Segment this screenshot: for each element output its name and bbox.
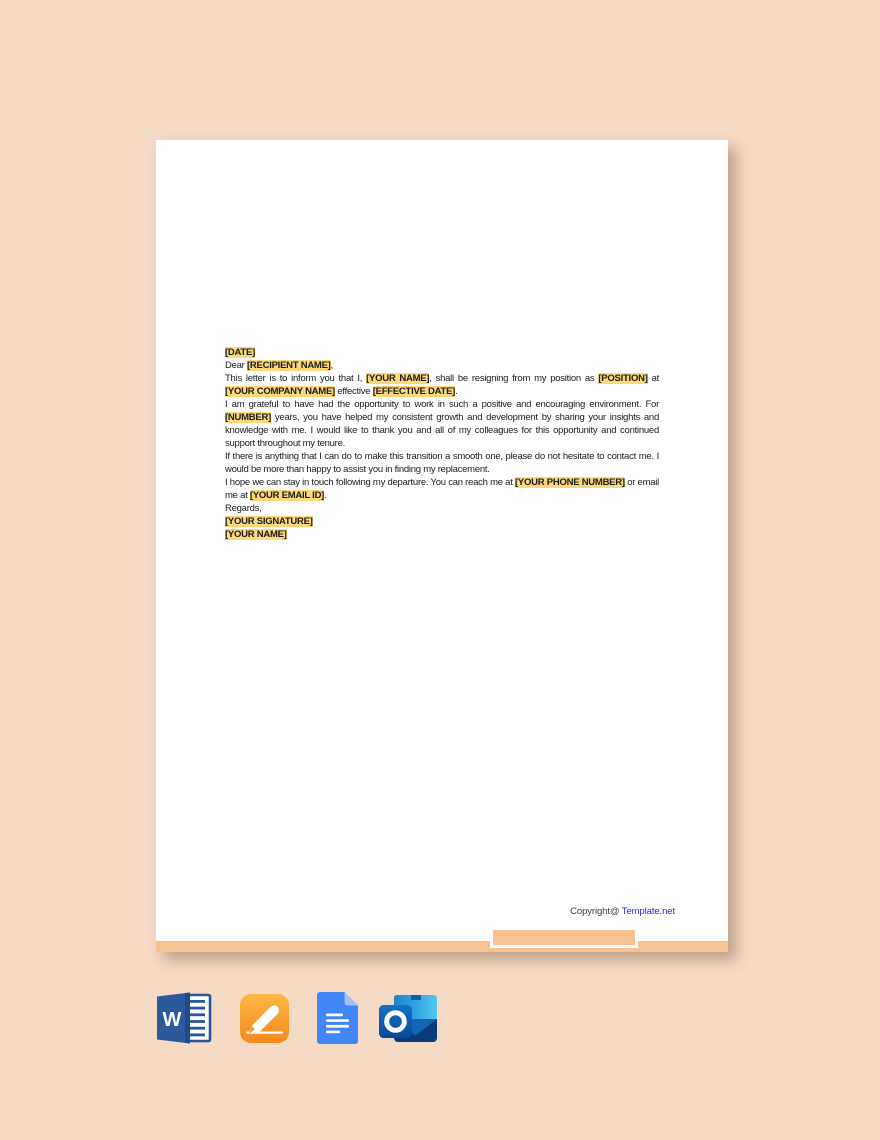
text-run: . (324, 490, 327, 501)
template-net-link[interactable]: Template.net (621, 906, 675, 917)
placeholder-field: [YOUR SIGNATURE] (225, 516, 313, 527)
paragraph-transition-offer (225, 450, 659, 476)
google-docs-app-icon[interactable] (317, 992, 358, 1044)
signature-line (225, 515, 659, 528)
pages-app-icon[interactable] (240, 994, 289, 1043)
text-run: , shall be resigning from my position as (429, 373, 599, 384)
copyright-line (570, 905, 675, 918)
placeholder-field: [YOUR NAME] (366, 373, 430, 384)
placeholder-field: [YOUR NAME] (225, 529, 287, 540)
date-line (225, 346, 659, 359)
text-run: If there is anything that I can do to make this transition a smooth one, please do not hesitate to contact me. I would be more than happy to assist you in finding my replacement. (225, 451, 659, 475)
placeholder-field: [DATE] (225, 347, 255, 358)
svg-text:W: W (162, 1009, 182, 1031)
text-run: This letter is to inform you that I, (225, 373, 367, 384)
placeholder-field: [YOUR COMPANY NAME] (225, 386, 335, 397)
text-run: I hope we can stay in touch following my departure. You can reach me at (225, 477, 515, 488)
name-line (225, 528, 659, 541)
text-run: . (455, 386, 458, 397)
document-page (156, 140, 728, 952)
placeholder-field: [NUMBER] (225, 412, 272, 423)
placeholder-field: [POSITION] (598, 373, 648, 384)
placeholder-field: [YOUR PHONE NUMBER] (515, 477, 625, 488)
word-app-icon[interactable] (155, 992, 212, 1044)
placeholder-field: [YOUR EMAIL ID] (249, 490, 325, 501)
page-bottom-accent-tab (490, 927, 638, 948)
closing-line: Regards, (225, 503, 262, 514)
letter-body (225, 346, 659, 541)
outlook-app-icon[interactable] (379, 994, 438, 1043)
text-run: , (330, 360, 333, 371)
page-bottom-accent-bar (156, 941, 728, 952)
text-run: or email me at (225, 477, 659, 501)
salutation-line (225, 359, 659, 372)
text-run: effective (334, 386, 373, 397)
text-run: I am grateful to have had the opportunity to work in such a positive and encouraging environment. For (225, 399, 659, 410)
text-run: at (647, 373, 660, 384)
paragraph-contact-info (225, 476, 659, 502)
placeholder-field: [EFFECTIVE DATE] (372, 386, 456, 397)
text-run: years, you have helped my consistent growth and development by sharing your insights and knowledge with me. I would like to thank you and all of my colleagues for this opportunity and continued support throughout my tenure. (225, 412, 659, 449)
text-run: Dear (225, 360, 247, 371)
paragraph-gratitude (225, 398, 659, 450)
placeholder-field: [RECIPIENT NAME] (246, 360, 331, 371)
paragraph-resignation-notice (225, 372, 659, 398)
copyright-prefix-text: Copyright@ (570, 906, 622, 917)
